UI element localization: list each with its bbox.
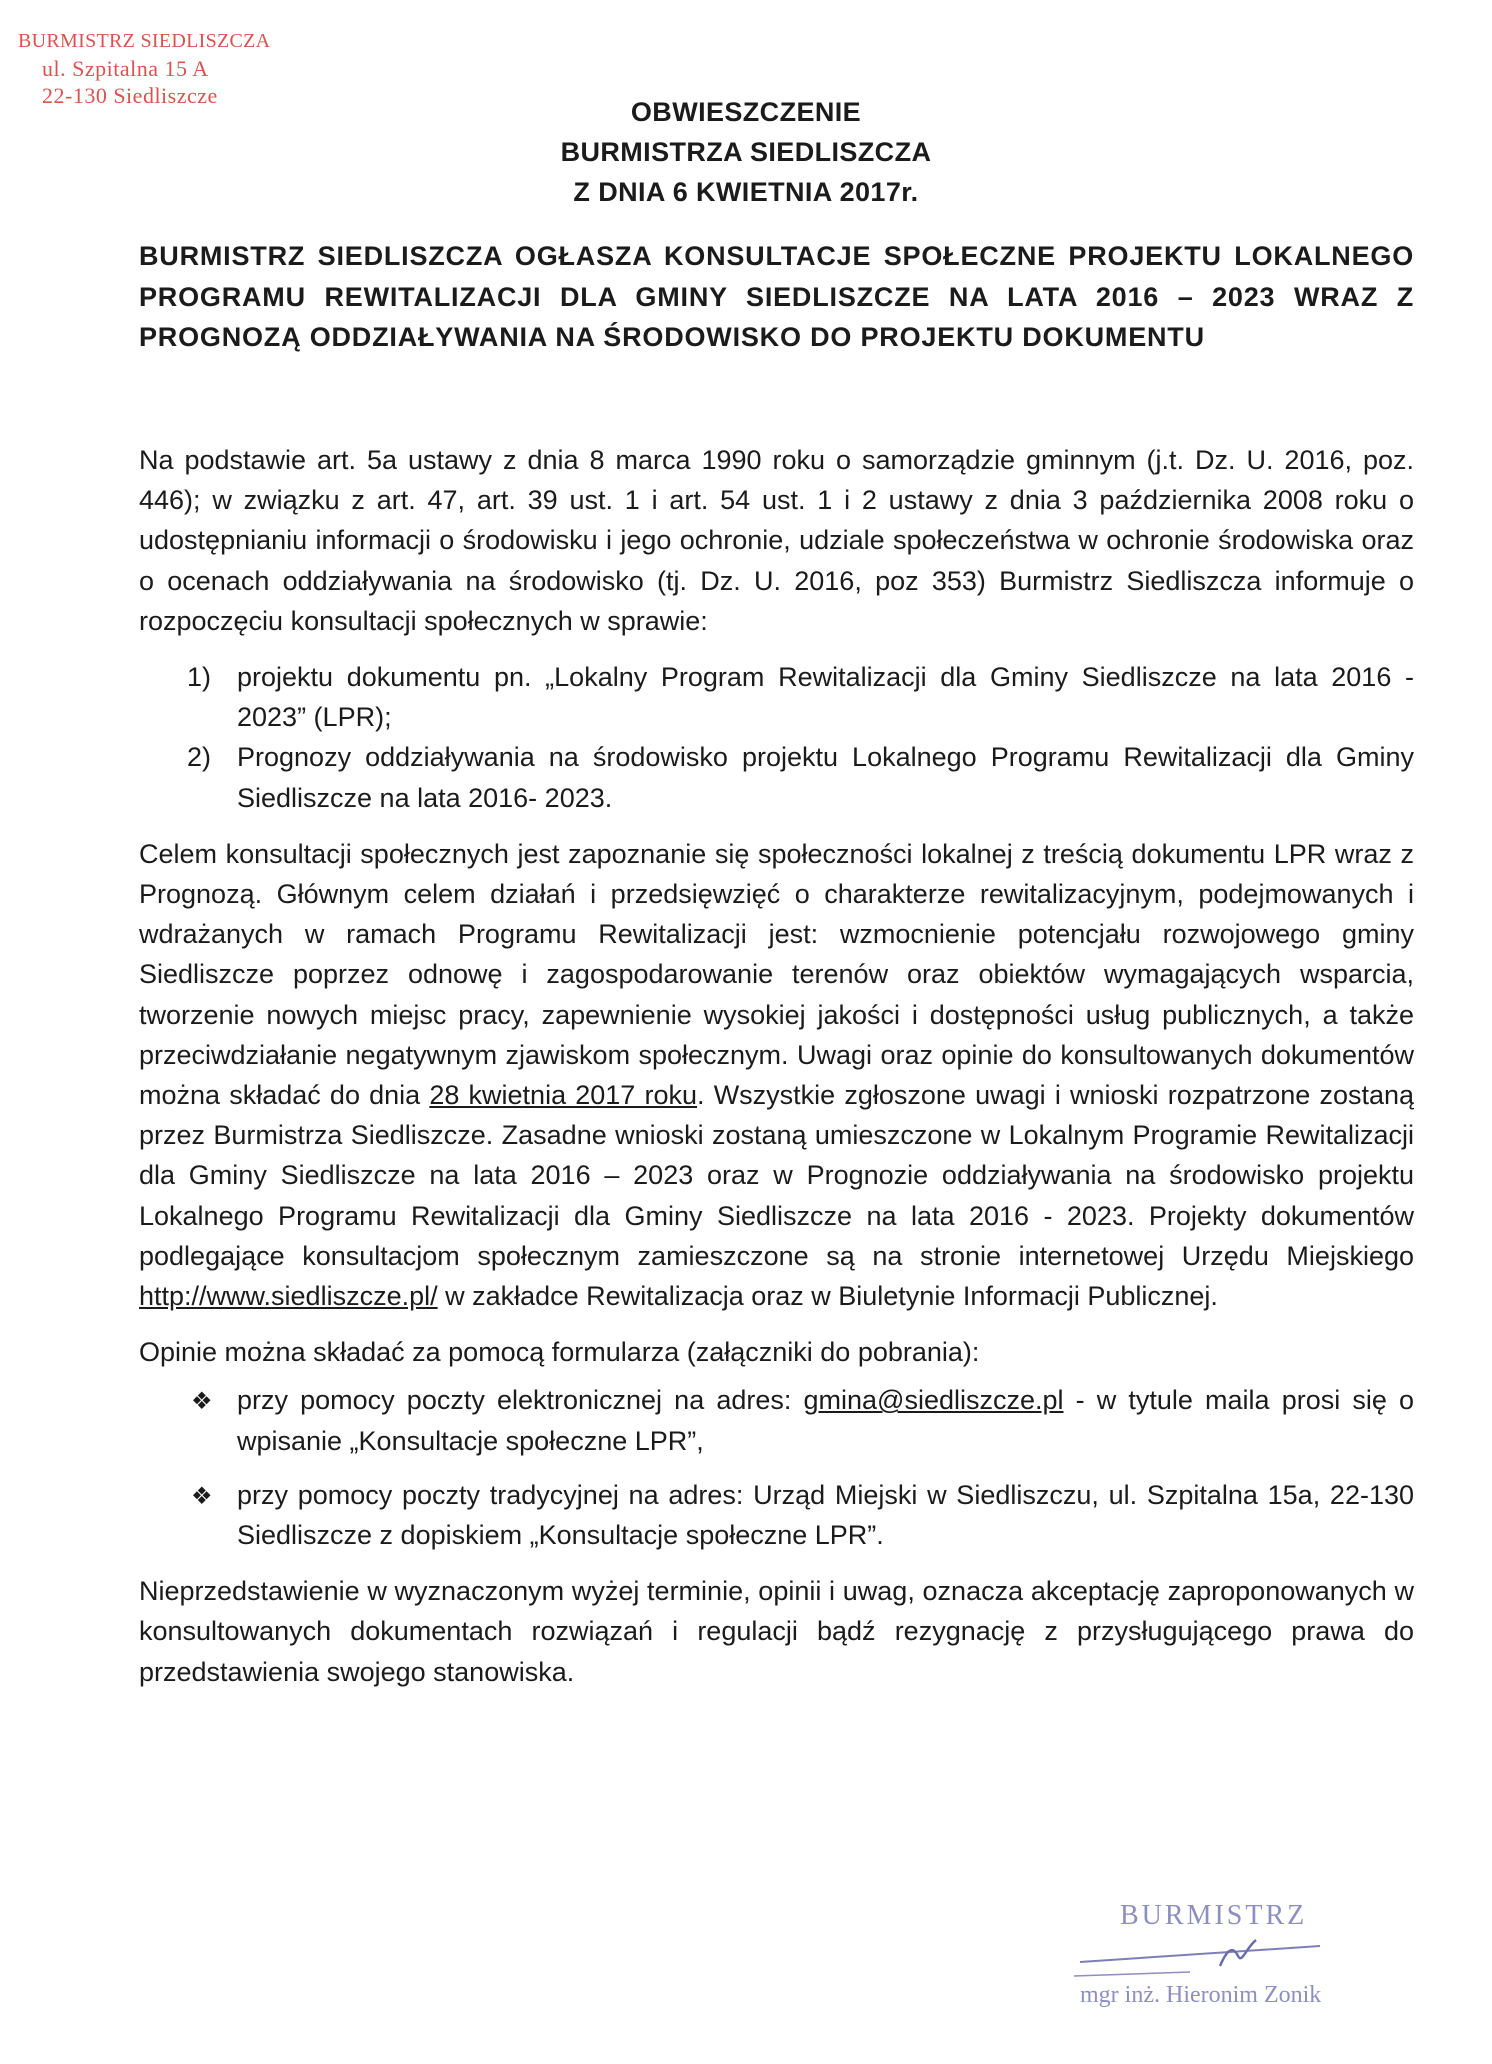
stamp-line-1: BURMISTRZ SIEDLISZCZA bbox=[18, 30, 271, 52]
signatory-name: mgr inż. Hieronim Zonik bbox=[1080, 1982, 1322, 2008]
purpose-text-continued: . Wszystkie zgłoszone uwagi i wnioski rozpatrzone zostaną przez Burmistrza Siedliszcze. Zasadne wnioski zostaną umieszczone w Lokalnym Programie Rewitalizacji dla Gminy Siedliszcze na lata 2016 – 2023 oraz w Prognozie oddziaływania na środowisko projektu Lokalnego Programu Rewitalizacji dla Gminy Siedliszcze na lata 2016 - 2023. Projekty dokumentów podlegające konsultacjom społecznym zamieszczone są na stronie internetowej Urzędu Miejskiego bbox=[139, 1080, 1415, 1271]
purpose-text: Celem konsultacji społecznych jest zapoznanie się społeczności lokalnej z treścią dokumentu LPR wraz z Prognozą. Głównym celem działań i przedsięwzięć o charakterze rewitalizacyjnym, podejmowanych i wdrażanych w ramach Programu Rewitalizacji jest: wzmocnienie potencjału rozwojowego gminy Siedliszcze poprzez odnowę i zagospodarowanie terenów oraz obiektów wymagających wsparcia, tworzenie nowych miejsc pracy, zapewnienie wysokiej jakości i dostępności usług publicznych, a także przeciwdziałanie negatywnym zjawiskom społecznym. Uwagi oraz opinie do konsultowanych dokumentów można składać do dnia bbox=[139, 838, 1414, 1111]
list-item-text: Prognozy oddziaływania na środowisko projektu Lokalnego Programu Rewitalizacji dla Gminy Siedliszcze na lata 2016- 2023. bbox=[237, 742, 1414, 813]
signature-stamp bbox=[1070, 1900, 1400, 2030]
purpose-paragraph bbox=[139, 834, 1414, 1316]
stamp-line-2: ul. Szpitalna 15 A bbox=[42, 56, 209, 81]
list-item bbox=[139, 737, 1414, 817]
list-item-text: projektu dokumentu pn. „Lokalny Program Rewitalizacji dla Gminy Siedliszcze na lata 2016 - 2023” (LPR); bbox=[237, 662, 1414, 733]
diamond-bullet-icon: ❖ bbox=[191, 1482, 213, 1510]
bullet-text-continued: - w tytule maila prosi się o wpisanie „Konsultacje społeczne LPR”, bbox=[237, 1385, 1414, 1456]
bullet-text: przy pomocy poczty tradycyjnej na adres: Urząd Miejski w Siedliszczu, ul. Szpitalna 15a, 22-130 Siedliszcze z dopiskiem „Konsultacje społeczne LPR”. bbox=[237, 1479, 1414, 1551]
header-title: OBWIESZCZENIE bbox=[630, 97, 862, 127]
email-link[interactable]: gmina@siedliszcze.pl bbox=[803, 1385, 1064, 1416]
submission-methods-list bbox=[139, 1380, 1414, 1555]
header-issuer: BURMISTRZA SIEDLISZCZA bbox=[560, 137, 932, 167]
signature-title: BURMISTRZ bbox=[1120, 1900, 1308, 1931]
header-date: Z DNIA 6 KWIETNIA 2017r. bbox=[573, 177, 919, 207]
list-item-number: 2) bbox=[187, 742, 212, 773]
list-item bbox=[139, 657, 1414, 737]
intro-paragraph: Na podstawie art. 5a ustawy z dnia 8 marca 1990 roku o samorządzie gminnym (j.t. Dz. U. 2016, poz. 446); w związku z art. 47, art. 39 ust. 1 i art. 54 ust. 1 i 2 ustawy z dnia 3 października 2008 roku o udostępnianiu informacji o środowisku i jego ochronie, udziale społeczeństwa w ochronie środowiska oraz o ocenach oddziaływania na środowisko (tj. Dz. U. 2016, poz 353) Burmistrz Siedliszcza informuje o rozpoczęciu konsultacji społecznych w sprawie: bbox=[139, 445, 1414, 636]
list-item-number: 1) bbox=[187, 662, 212, 693]
list-item bbox=[139, 1475, 1414, 1555]
handwritten-signature-icon bbox=[1070, 1900, 1400, 2030]
consultation-items-list bbox=[139, 657, 1414, 818]
document-header bbox=[0, 92, 1492, 212]
list-item bbox=[139, 1380, 1414, 1460]
form-intro-paragraph: Opinie można składać za pomocą formularza (załączniki do pobrania): bbox=[139, 1337, 980, 1368]
stamp-line-3: 22-130 Siedliszcze bbox=[42, 83, 218, 108]
closing-paragraph: Nieprzedstawienie w wyznaczonym wyżej terminie, opinii i uwag, oznacza akceptację zaproponowanych w konsultowanych dokumentach rozwiązań i regulacji bądź rezygnację z przysługującego prawa do przedstawienia swojego stanowiska. bbox=[139, 1576, 1414, 1687]
purpose-text-end: w zakładce Rewitalizacja oraz w Biuletynie Informacji Publicznej. bbox=[437, 1281, 1218, 1312]
bullet-text: przy pomocy poczty elektronicznej na adres: bbox=[237, 1385, 804, 1416]
document-subject: BURMISTRZ SIEDLISZCZA OGŁASZA KONSULTACJE SPOŁECZNE PROJEKTU LOKALNEGO PROGRAMU REWITALIZACJI DLA GMINY SIEDLISZCZE NA LATA 2016 – 2023 WRAZ Z PROGNOZĄ ODDZIAŁYWANIA NA ŚRODOWISKO DO PROJEKTU DOKUMENTU bbox=[139, 241, 1414, 352]
website-link[interactable]: http://www.siedliszcze.pl/ bbox=[139, 1281, 438, 1312]
document-body bbox=[139, 440, 1414, 1692]
deadline-date: 28 kwietnia 2017 roku bbox=[429, 1080, 698, 1111]
diamond-bullet-icon: ❖ bbox=[191, 1388, 213, 1416]
